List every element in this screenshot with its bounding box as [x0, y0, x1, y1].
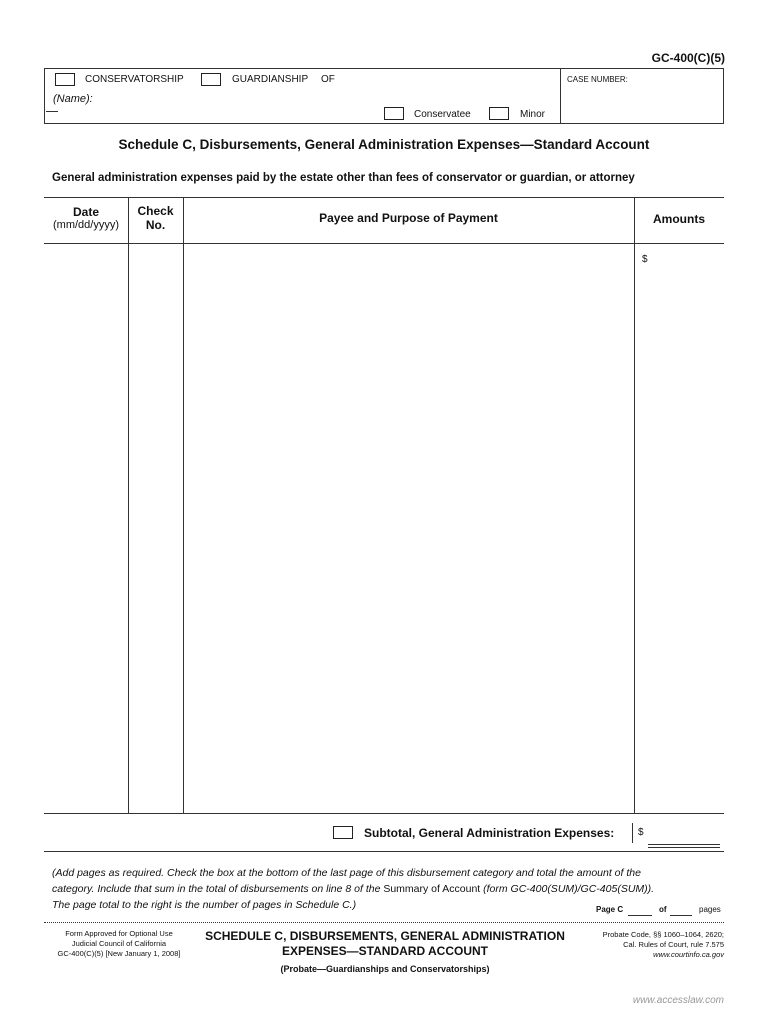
conservatorship-label: CONSERVATORSHIP: [85, 74, 184, 85]
guardianship-label: GUARDIANSHIP: [232, 74, 309, 85]
footer-title-block: [180, 929, 590, 976]
name-field[interactable]: [100, 92, 540, 106]
instructions-line-2a: category. Include that sum in the total of disbursements on line 8 of the: [52, 883, 384, 895]
minor-checkbox[interactable]: [489, 107, 509, 120]
subtotal-currency-symbol: $: [638, 827, 644, 838]
code-block: [574, 930, 724, 960]
case-number-field[interactable]: [567, 88, 717, 118]
instructions-line-1: (Add pages as required. Check the box at the bottom of the last page of this disbursement category and total the amount of the: [52, 867, 641, 879]
date-column-field[interactable]: [45, 245, 127, 811]
page-number-field[interactable]: [628, 903, 652, 915]
code-line-2: Cal. Rules of Court, rule 7.575: [623, 940, 724, 949]
instructions-line-2c: (form GC-400(SUM)/GC-405(SUM)).: [480, 883, 655, 895]
form-id: GC-400(C)(5): [651, 51, 725, 65]
page-label: Page C: [596, 905, 624, 914]
col-header-check-no: No.: [145, 218, 166, 232]
last-page-checkbox[interactable]: [333, 826, 353, 839]
name-label: (Name):: [53, 93, 93, 105]
minor-label: Minor: [520, 109, 546, 120]
schedule-subtitle: General administration expenses paid by the estate other than fees of conservator or guardian, or attorney: [52, 172, 635, 184]
name-dash: [46, 111, 58, 112]
conservatorship-checkbox[interactable]: [55, 73, 75, 86]
col-header-amounts: Amounts: [653, 212, 705, 226]
col-header-check: [128, 204, 183, 232]
instructions-line-2b: Summary of Account: [383, 883, 481, 895]
subtotal-label: Subtotal, General Administration Expenses:: [364, 826, 615, 840]
caption-divider: [560, 68, 561, 124]
conservatee-label: Conservatee: [414, 109, 471, 120]
approval-line-1: Form Approved for Optional Use: [65, 929, 173, 938]
code-line-1: Probate Code, §§ 1060–1064, 2620;: [602, 930, 724, 939]
footer-title-line-1: SCHEDULE C, DISBURSEMENTS, GENERAL ADMINISTRATION: [205, 929, 565, 943]
of-label: OF: [321, 74, 335, 85]
table-top-rule: [44, 197, 724, 198]
approval-line-2: Judicial Council of California: [71, 939, 167, 948]
subtotal-divider: [632, 823, 633, 843]
total-pages-line: [670, 915, 692, 916]
amount-currency-symbol: $: [642, 254, 648, 265]
case-number-label: CASE NUMBER:: [567, 75, 628, 84]
subtotal-underline-2: [648, 847, 720, 848]
instructions-line-3: The page total to the right is the number of pages in Schedule C.): [52, 899, 357, 911]
check-no-column-field[interactable]: [129, 245, 182, 811]
footer-rule: [44, 922, 724, 923]
col-header-date-label: Date: [72, 205, 99, 219]
page-of-label: of: [659, 905, 667, 914]
payee-column-field[interactable]: [184, 245, 633, 811]
instructions-line-2: [52, 881, 732, 897]
guardianship-checkbox[interactable]: [201, 73, 221, 86]
table-bottom-rule: [44, 813, 724, 814]
subtotal-bottom-rule: [44, 851, 724, 852]
approval-line-3: GC-400(C)(5) [New January 1, 2008]: [57, 949, 181, 958]
watermark: www.accesslaw.com: [632, 995, 724, 1006]
col-header-check-label: Check: [137, 204, 174, 218]
schedule-title: Schedule C, Disbursements, General Administration Expenses—Standard Account: [118, 137, 650, 152]
pages-label: pages: [699, 905, 721, 914]
table-header-rule: [44, 243, 724, 244]
col-header-payee: Payee and Purpose of Payment: [319, 211, 498, 225]
footer-title-line-3: (Probate—Guardianships and Conservatorships): [280, 964, 490, 974]
subtotal-amount-field[interactable]: [648, 824, 720, 842]
approval-block: [44, 929, 194, 959]
page-number-line: [628, 915, 652, 916]
col-divider-payee: [634, 197, 635, 813]
amounts-column-field[interactable]: [650, 250, 722, 810]
col-header-date: [44, 205, 128, 231]
footer-title-line-2: EXPENSES—STANDARD ACCOUNT: [281, 944, 488, 958]
col-header-date-format: (mm/dd/yyyy): [53, 219, 119, 231]
total-pages-field[interactable]: [670, 903, 692, 915]
code-line-3: www.courtinfo.ca.gov: [653, 950, 724, 959]
conservatee-checkbox[interactable]: [384, 107, 404, 120]
subtotal-underline-1: [648, 844, 720, 845]
